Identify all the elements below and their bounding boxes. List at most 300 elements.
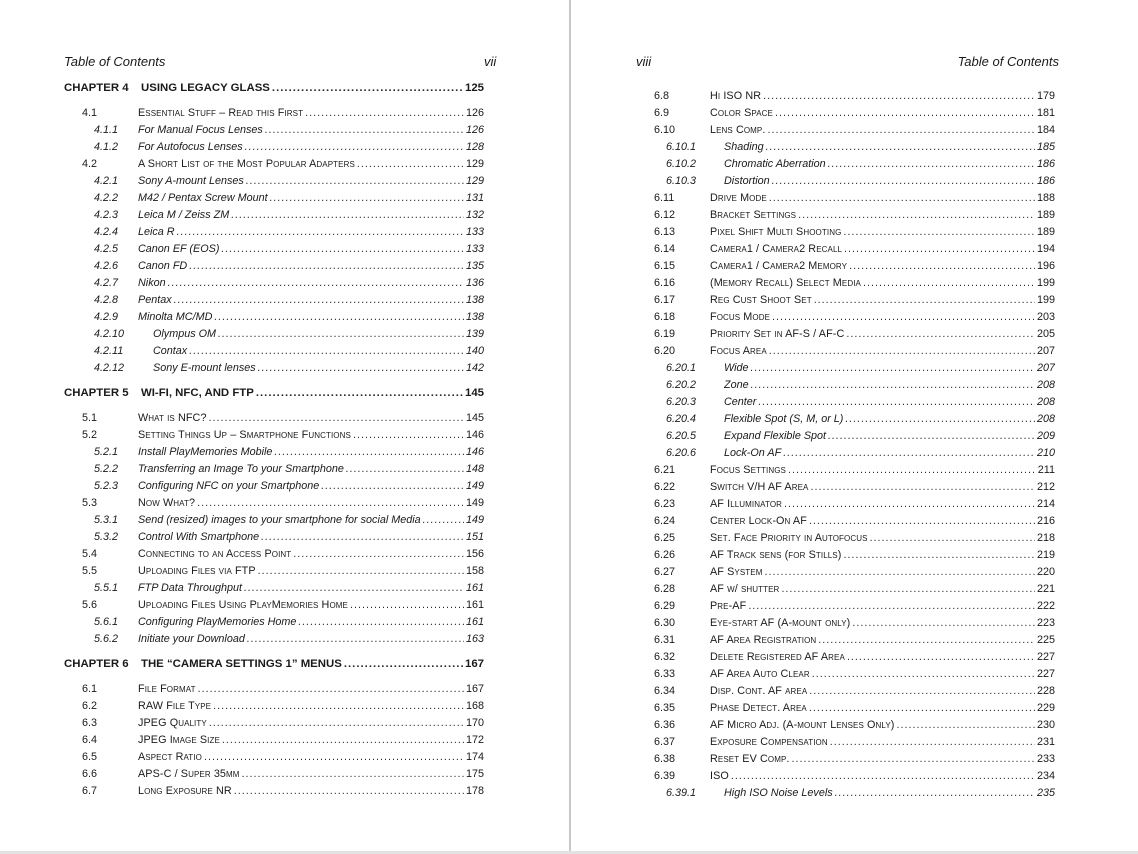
entry-number: 6.37 bbox=[654, 736, 676, 748]
entry-page-number: 205 bbox=[1036, 328, 1055, 340]
dot-leader bbox=[350, 597, 464, 614]
entry-number: 6.22 bbox=[654, 481, 676, 493]
toc-entry[interactable] bbox=[621, 360, 1055, 377]
entry-page-number: 214 bbox=[1036, 498, 1055, 510]
dot-leader bbox=[769, 190, 1035, 207]
entry-title: A Short List of the Most Popular Adapters bbox=[138, 158, 355, 170]
entry-number: 6.34 bbox=[654, 685, 676, 697]
entry-number: 4.2.10 bbox=[94, 328, 125, 340]
toc-entry[interactable] bbox=[621, 649, 1055, 666]
entry-title: AF Micro Adj. (A-mount Lenses Only) bbox=[710, 719, 895, 731]
toc-entry[interactable] bbox=[64, 529, 484, 546]
entry-title: AF System bbox=[710, 566, 763, 578]
dot-leader bbox=[214, 309, 464, 326]
toc-entry[interactable] bbox=[64, 427, 484, 444]
toc-list bbox=[64, 80, 484, 800]
entry-page-number: 131 bbox=[465, 192, 484, 204]
toc-entry[interactable] bbox=[64, 597, 484, 614]
dot-leader bbox=[353, 427, 464, 444]
toc-entry[interactable] bbox=[64, 580, 484, 597]
toc-chapter-entry[interactable] bbox=[64, 80, 484, 97]
entry-page-number: 138 bbox=[465, 311, 484, 323]
entry-page-number: 138 bbox=[465, 294, 484, 306]
toc-entry[interactable] bbox=[64, 173, 484, 190]
toc-entry[interactable] bbox=[621, 768, 1055, 785]
entry-number: 6.9 bbox=[654, 107, 670, 119]
toc-entry[interactable] bbox=[64, 241, 484, 258]
dot-leader bbox=[846, 326, 1035, 343]
entry-title: Initiate your Download bbox=[138, 633, 245, 645]
entry-title: For Autofocus Lenses bbox=[138, 141, 243, 153]
entry-title: Color Space bbox=[710, 107, 773, 119]
entry-page-number: 181 bbox=[1036, 107, 1055, 119]
toc-chapter-entry[interactable] bbox=[64, 385, 484, 402]
entry-number: 6.16 bbox=[654, 277, 676, 289]
entry-number: 4.2.8 bbox=[94, 294, 119, 306]
entry-title: FTP Data Throughput bbox=[138, 582, 243, 594]
toc-entry[interactable] bbox=[64, 512, 484, 529]
entry-title: High ISO Noise Levels bbox=[724, 787, 833, 799]
dot-leader bbox=[844, 241, 1035, 258]
toc-entry[interactable] bbox=[64, 495, 484, 512]
entry-number: 5.6.2 bbox=[94, 633, 119, 645]
toc-entry[interactable] bbox=[64, 614, 484, 631]
entry-number: 6.7 bbox=[82, 785, 98, 797]
entry-number: 4.2.12 bbox=[94, 362, 125, 374]
entry-number: 6.6 bbox=[82, 768, 98, 780]
toc-entry[interactable] bbox=[621, 173, 1055, 190]
toc-entry[interactable] bbox=[64, 309, 484, 326]
dot-leader bbox=[344, 656, 463, 673]
entry-page-number: 139 bbox=[465, 328, 484, 340]
dot-leader bbox=[247, 631, 464, 648]
entry-page-number: 227 bbox=[1036, 651, 1055, 663]
toc-entry[interactable] bbox=[64, 681, 484, 698]
entry-title: Olympus OM bbox=[153, 328, 216, 340]
toc-entry[interactable] bbox=[621, 734, 1055, 751]
dot-leader bbox=[863, 275, 1035, 292]
entry-page-number: 167 bbox=[464, 658, 484, 670]
entry-number: 6.31 bbox=[654, 634, 676, 646]
toc-entry[interactable] bbox=[621, 530, 1055, 547]
entry-page-number: 234 bbox=[1036, 770, 1055, 782]
toc-entry[interactable] bbox=[621, 547, 1055, 564]
dot-leader bbox=[189, 258, 464, 275]
entry-page-number: 219 bbox=[1036, 549, 1055, 561]
toc-entry[interactable] bbox=[64, 715, 484, 732]
entry-title: (Memory Recall) Select Media bbox=[710, 277, 861, 289]
toc-entry[interactable] bbox=[64, 410, 484, 427]
toc-entry[interactable] bbox=[64, 444, 484, 461]
entry-page-number: 145 bbox=[465, 412, 484, 424]
toc-entry[interactable] bbox=[64, 122, 484, 139]
entry-title: Canon FD bbox=[138, 260, 188, 272]
dot-leader bbox=[772, 173, 1035, 190]
entry-number: 6.24 bbox=[654, 515, 676, 527]
dot-leader bbox=[423, 512, 464, 529]
entry-title: AF Illuminator bbox=[710, 498, 783, 510]
entry-page-number: 186 bbox=[1036, 175, 1055, 187]
entry-page-number: 199 bbox=[1036, 294, 1055, 306]
entry-page-number: 186 bbox=[1036, 158, 1055, 170]
entry-title: Disp. Cont. AF area bbox=[710, 685, 808, 697]
toc-entry[interactable] bbox=[621, 207, 1055, 224]
entry-title: Configuring NFC on your Smartphone bbox=[138, 480, 320, 492]
entry-page-number: 188 bbox=[1036, 192, 1055, 204]
entry-title: Expand Flexible Spot bbox=[724, 430, 827, 442]
entry-page-number: 149 bbox=[465, 514, 484, 526]
dot-leader bbox=[221, 241, 464, 258]
entry-page-number: 203 bbox=[1036, 311, 1055, 323]
entry-number: 5.1 bbox=[82, 412, 98, 424]
toc-entry[interactable] bbox=[621, 224, 1055, 241]
dot-leader bbox=[809, 683, 1035, 700]
entry-number: 5.2.1 bbox=[94, 446, 119, 458]
dot-leader bbox=[783, 445, 1035, 462]
entry-number: 5.6 bbox=[82, 599, 98, 611]
toc-entry[interactable] bbox=[621, 683, 1055, 700]
toc-entry[interactable] bbox=[621, 428, 1055, 445]
toc-entry[interactable] bbox=[621, 326, 1055, 343]
entry-page-number: 211 bbox=[1037, 464, 1055, 476]
toc-entry[interactable] bbox=[64, 139, 484, 156]
toc-entry[interactable] bbox=[621, 105, 1055, 122]
entry-number: 6.27 bbox=[654, 566, 676, 578]
entry-page-number: 170 bbox=[465, 717, 484, 729]
entry-number: 5.3 bbox=[82, 497, 98, 509]
dot-leader bbox=[265, 122, 464, 139]
toc-entry[interactable] bbox=[621, 751, 1055, 768]
toc-entry[interactable] bbox=[64, 698, 484, 715]
entry-number: 6.2 bbox=[82, 700, 98, 712]
toc-entry[interactable] bbox=[64, 105, 484, 122]
dot-leader bbox=[758, 394, 1035, 411]
entry-title: Bracket Settings bbox=[710, 209, 797, 221]
toc-entry[interactable] bbox=[621, 394, 1055, 411]
toc-entry[interactable] bbox=[64, 478, 484, 495]
entry-page-number: 223 bbox=[1036, 617, 1055, 629]
entry-page-number: 209 bbox=[1036, 430, 1055, 442]
entry-title: Lens Comp. bbox=[710, 124, 766, 136]
entry-number: 4.2.9 bbox=[94, 311, 119, 323]
toc-entry[interactable] bbox=[621, 666, 1055, 683]
entry-number: 6.19 bbox=[654, 328, 676, 340]
entry-number: 6.20.2 bbox=[666, 379, 697, 391]
entry-title: Contax bbox=[153, 345, 188, 357]
toc-entry[interactable] bbox=[621, 717, 1055, 734]
entry-page-number: 216 bbox=[1036, 515, 1055, 527]
toc-entry[interactable] bbox=[621, 513, 1055, 530]
toc-entry[interactable] bbox=[621, 445, 1055, 462]
entry-page-number: 172 bbox=[465, 734, 484, 746]
dot-leader bbox=[814, 292, 1035, 309]
page-number: vii bbox=[484, 54, 497, 69]
toc-entry[interactable] bbox=[621, 258, 1055, 275]
dot-leader bbox=[168, 275, 464, 292]
toc-entry[interactable] bbox=[64, 563, 484, 580]
entry-title: File Format bbox=[138, 683, 196, 695]
entry-title: JPEG Quality bbox=[138, 717, 207, 729]
entry-number: 6.35 bbox=[654, 702, 676, 714]
toc-entry[interactable] bbox=[64, 343, 484, 360]
dot-leader bbox=[751, 360, 1035, 377]
entry-title: JPEG Image Size bbox=[138, 734, 220, 746]
toc-entry[interactable] bbox=[621, 343, 1055, 360]
dot-leader bbox=[845, 411, 1035, 428]
entry-number: 6.39.1 bbox=[666, 787, 697, 799]
toc-entry[interactable] bbox=[621, 479, 1055, 496]
dot-leader bbox=[213, 698, 464, 715]
entry-title: Control With Smartphone bbox=[138, 531, 260, 543]
toc-entry[interactable] bbox=[64, 360, 484, 377]
dot-leader bbox=[244, 580, 464, 597]
toc-entry[interactable] bbox=[64, 766, 484, 783]
entry-number: 5.6.1 bbox=[94, 616, 119, 628]
entry-number: 6.5 bbox=[82, 751, 98, 763]
dot-leader bbox=[847, 649, 1035, 666]
toc-entry[interactable] bbox=[621, 785, 1055, 802]
dot-leader bbox=[274, 444, 464, 461]
entry-title: Set. Face Priority in Autofocus bbox=[710, 532, 868, 544]
toc-entry[interactable] bbox=[621, 139, 1055, 156]
toc-entry[interactable] bbox=[64, 461, 484, 478]
toc-entry[interactable] bbox=[621, 88, 1055, 105]
entry-page-number: 178 bbox=[465, 785, 484, 797]
entry-number: 4.2.4 bbox=[94, 226, 119, 238]
entry-number: 4.2.3 bbox=[94, 209, 119, 221]
toc-entry[interactable] bbox=[621, 632, 1055, 649]
toc-entry[interactable] bbox=[64, 783, 484, 800]
entry-number: 6.23 bbox=[654, 498, 676, 510]
toc-entry[interactable] bbox=[64, 749, 484, 766]
entry-page-number: 135 bbox=[465, 260, 484, 272]
entry-page-number: 161 bbox=[465, 599, 484, 611]
dot-leader bbox=[769, 343, 1035, 360]
dot-leader bbox=[788, 462, 1036, 479]
entry-title: Hi ISO NR bbox=[710, 90, 762, 102]
entry-title: Pre-AF bbox=[710, 600, 747, 612]
entry-page-number: 225 bbox=[1036, 634, 1055, 646]
dot-leader bbox=[896, 717, 1035, 734]
entry-page-number: 148 bbox=[465, 463, 484, 475]
dot-leader bbox=[835, 785, 1035, 802]
entry-title: Minolta MC/MD bbox=[138, 311, 213, 323]
dot-leader bbox=[261, 529, 464, 546]
toc-entry[interactable] bbox=[64, 258, 484, 275]
entry-number: 4.1 bbox=[82, 107, 98, 119]
toc-entry[interactable] bbox=[621, 292, 1055, 309]
entry-page-number: 184 bbox=[1036, 124, 1055, 136]
toc-entry[interactable] bbox=[621, 377, 1055, 394]
entry-title: Pentax bbox=[138, 294, 172, 306]
entry-page-number: 126 bbox=[465, 124, 484, 136]
entry-number: 5.3.2 bbox=[94, 531, 119, 543]
entry-number: 5.5 bbox=[82, 565, 98, 577]
header-title: Table of Contents bbox=[64, 54, 166, 69]
entry-page-number: 185 bbox=[1036, 141, 1055, 153]
entry-number: 6.36 bbox=[654, 719, 676, 731]
dot-leader bbox=[222, 732, 464, 749]
entry-title: M42 / Pentax Screw Mount bbox=[138, 192, 268, 204]
dot-leader bbox=[321, 478, 464, 495]
entry-title: Lock-On AF bbox=[724, 447, 782, 459]
dot-leader bbox=[197, 495, 464, 512]
dot-leader bbox=[775, 105, 1035, 122]
entry-title: AF Area Registration bbox=[710, 634, 817, 646]
entry-page-number: 208 bbox=[1036, 413, 1055, 425]
dot-leader bbox=[258, 360, 464, 377]
entry-title: Send (resized) images to your smartphone for social Media bbox=[138, 514, 421, 526]
entry-number: 6.33 bbox=[654, 668, 676, 680]
entry-page-number: 207 bbox=[1036, 345, 1055, 357]
chapter-label: CHAPTER 4 bbox=[64, 82, 129, 94]
dot-leader bbox=[256, 385, 463, 402]
entry-page-number: 194 bbox=[1036, 243, 1055, 255]
entry-number: 6.12 bbox=[654, 209, 676, 221]
entry-title: Sony A-mount Lenses bbox=[138, 175, 244, 187]
dot-leader bbox=[798, 207, 1035, 224]
entry-page-number: 179 bbox=[1036, 90, 1055, 102]
entry-page-number: 142 bbox=[465, 362, 484, 374]
entry-number: 4.2.11 bbox=[94, 345, 124, 357]
toc-entry[interactable] bbox=[64, 292, 484, 309]
toc-entry[interactable] bbox=[64, 190, 484, 207]
toc-entry[interactable] bbox=[621, 309, 1055, 326]
dot-leader bbox=[818, 632, 1035, 649]
entry-title: Delete Registered AF Area bbox=[710, 651, 845, 663]
entry-title: AF w/ shutter bbox=[710, 583, 780, 595]
dot-leader bbox=[748, 598, 1035, 615]
dot-leader bbox=[828, 428, 1035, 445]
entry-number: 4.2.2 bbox=[94, 192, 119, 204]
entry-number: 6.13 bbox=[654, 226, 676, 238]
entry-title: Camera1 / Camera2 Memory bbox=[710, 260, 848, 272]
toc-entry[interactable] bbox=[64, 732, 484, 749]
toc-entry[interactable] bbox=[64, 224, 484, 241]
entry-number: 4.2.6 bbox=[94, 260, 119, 272]
toc-entry[interactable] bbox=[621, 156, 1055, 173]
entry-number: 6.14 bbox=[654, 243, 676, 255]
toc-entry[interactable] bbox=[64, 546, 484, 563]
dot-leader bbox=[766, 139, 1035, 156]
dot-leader bbox=[189, 343, 464, 360]
toc-entry[interactable] bbox=[621, 700, 1055, 717]
entry-title: Switch V/H AF Area bbox=[710, 481, 809, 493]
dot-leader bbox=[293, 546, 464, 563]
entry-number: 6.20 bbox=[654, 345, 676, 357]
toc-entry[interactable] bbox=[64, 275, 484, 292]
toc-chapter-entry[interactable] bbox=[64, 656, 484, 673]
entry-page-number: 145 bbox=[464, 387, 484, 399]
toc-entry[interactable] bbox=[621, 241, 1055, 258]
entry-title: Pixel Shift Multi Shooting bbox=[710, 226, 842, 238]
dot-leader bbox=[209, 410, 464, 427]
entry-title: ISO bbox=[710, 770, 729, 782]
toc-entry[interactable] bbox=[621, 275, 1055, 292]
toc-entry[interactable] bbox=[64, 156, 484, 173]
toc-entry[interactable] bbox=[621, 496, 1055, 513]
entry-title: Chromatic Aberration bbox=[724, 158, 826, 170]
entry-title: AF Area Auto Clear bbox=[710, 668, 810, 680]
entry-number: 6.10.3 bbox=[666, 175, 697, 187]
entry-page-number: 133 bbox=[465, 243, 484, 255]
toc-entry[interactable] bbox=[621, 411, 1055, 428]
toc-entry[interactable] bbox=[64, 326, 484, 343]
dot-leader bbox=[177, 224, 464, 241]
entry-title: Connecting to an Access Point bbox=[138, 548, 292, 560]
toc-entry[interactable] bbox=[64, 207, 484, 224]
entry-number: 6.29 bbox=[654, 600, 676, 612]
dot-leader bbox=[809, 700, 1035, 717]
entry-number: 6.3 bbox=[82, 717, 98, 729]
entry-page-number: 168 bbox=[465, 700, 484, 712]
dot-leader bbox=[751, 377, 1035, 394]
dot-leader bbox=[305, 105, 464, 122]
entry-number: 4.2.1 bbox=[94, 175, 119, 187]
toc-entry[interactable] bbox=[621, 581, 1055, 598]
dot-leader bbox=[209, 715, 464, 732]
toc-entry[interactable] bbox=[621, 615, 1055, 632]
entry-page-number: 161 bbox=[465, 582, 484, 594]
dot-leader bbox=[731, 768, 1035, 785]
chapter-label: CHAPTER 6 bbox=[64, 658, 129, 670]
entry-number: 6.25 bbox=[654, 532, 676, 544]
entry-page-number: 208 bbox=[1036, 379, 1055, 391]
dot-leader bbox=[852, 615, 1035, 632]
entry-page-number: 228 bbox=[1036, 685, 1055, 697]
dot-leader bbox=[828, 156, 1035, 173]
entry-number: 4.2.7 bbox=[94, 277, 119, 289]
entry-title: Reset EV Comp. bbox=[710, 753, 790, 765]
dot-leader bbox=[218, 326, 464, 343]
toc-entry[interactable] bbox=[64, 631, 484, 648]
dot-leader bbox=[772, 309, 1035, 326]
entry-title: Zone bbox=[724, 379, 749, 391]
entry-number: 6.17 bbox=[654, 294, 676, 306]
entry-number: 6.8 bbox=[654, 90, 670, 102]
entry-page-number: 210 bbox=[1036, 447, 1055, 459]
entry-title: Distortion bbox=[724, 175, 770, 187]
entry-number: 5.5.1 bbox=[94, 582, 119, 594]
toc-entry[interactable] bbox=[621, 190, 1055, 207]
dot-leader bbox=[843, 224, 1035, 241]
entry-title: Focus Area bbox=[710, 345, 767, 357]
dot-leader bbox=[781, 581, 1035, 598]
entry-page-number: 151 bbox=[465, 531, 484, 543]
entry-number: 6.11 bbox=[654, 192, 675, 204]
toc-entry[interactable] bbox=[621, 462, 1055, 479]
entry-page-number: 221 bbox=[1036, 583, 1055, 595]
entry-page-number: 196 bbox=[1036, 260, 1055, 272]
entry-page-number: 189 bbox=[1036, 226, 1055, 238]
entry-page-number: 129 bbox=[465, 158, 484, 170]
toc-entry[interactable] bbox=[621, 122, 1055, 139]
entry-title: Long Exposure NR bbox=[138, 785, 232, 797]
entry-title: Nikon bbox=[138, 277, 166, 289]
entry-page-number: 235 bbox=[1036, 787, 1055, 799]
toc-entry[interactable] bbox=[621, 564, 1055, 581]
entry-page-number: 233 bbox=[1036, 753, 1055, 765]
entry-page-number: 229 bbox=[1036, 702, 1055, 714]
entry-number: 4.2 bbox=[82, 158, 98, 170]
entry-number: 6.21 bbox=[654, 464, 676, 476]
entry-title: APS-C / Super 35mm bbox=[138, 768, 240, 780]
dot-leader bbox=[764, 564, 1035, 581]
entry-title: USING LEGACY GLASS bbox=[141, 82, 270, 94]
entry-title: Exposure Compensation bbox=[710, 736, 828, 748]
toc-entry[interactable] bbox=[621, 598, 1055, 615]
entry-page-number: 207 bbox=[1036, 362, 1055, 374]
